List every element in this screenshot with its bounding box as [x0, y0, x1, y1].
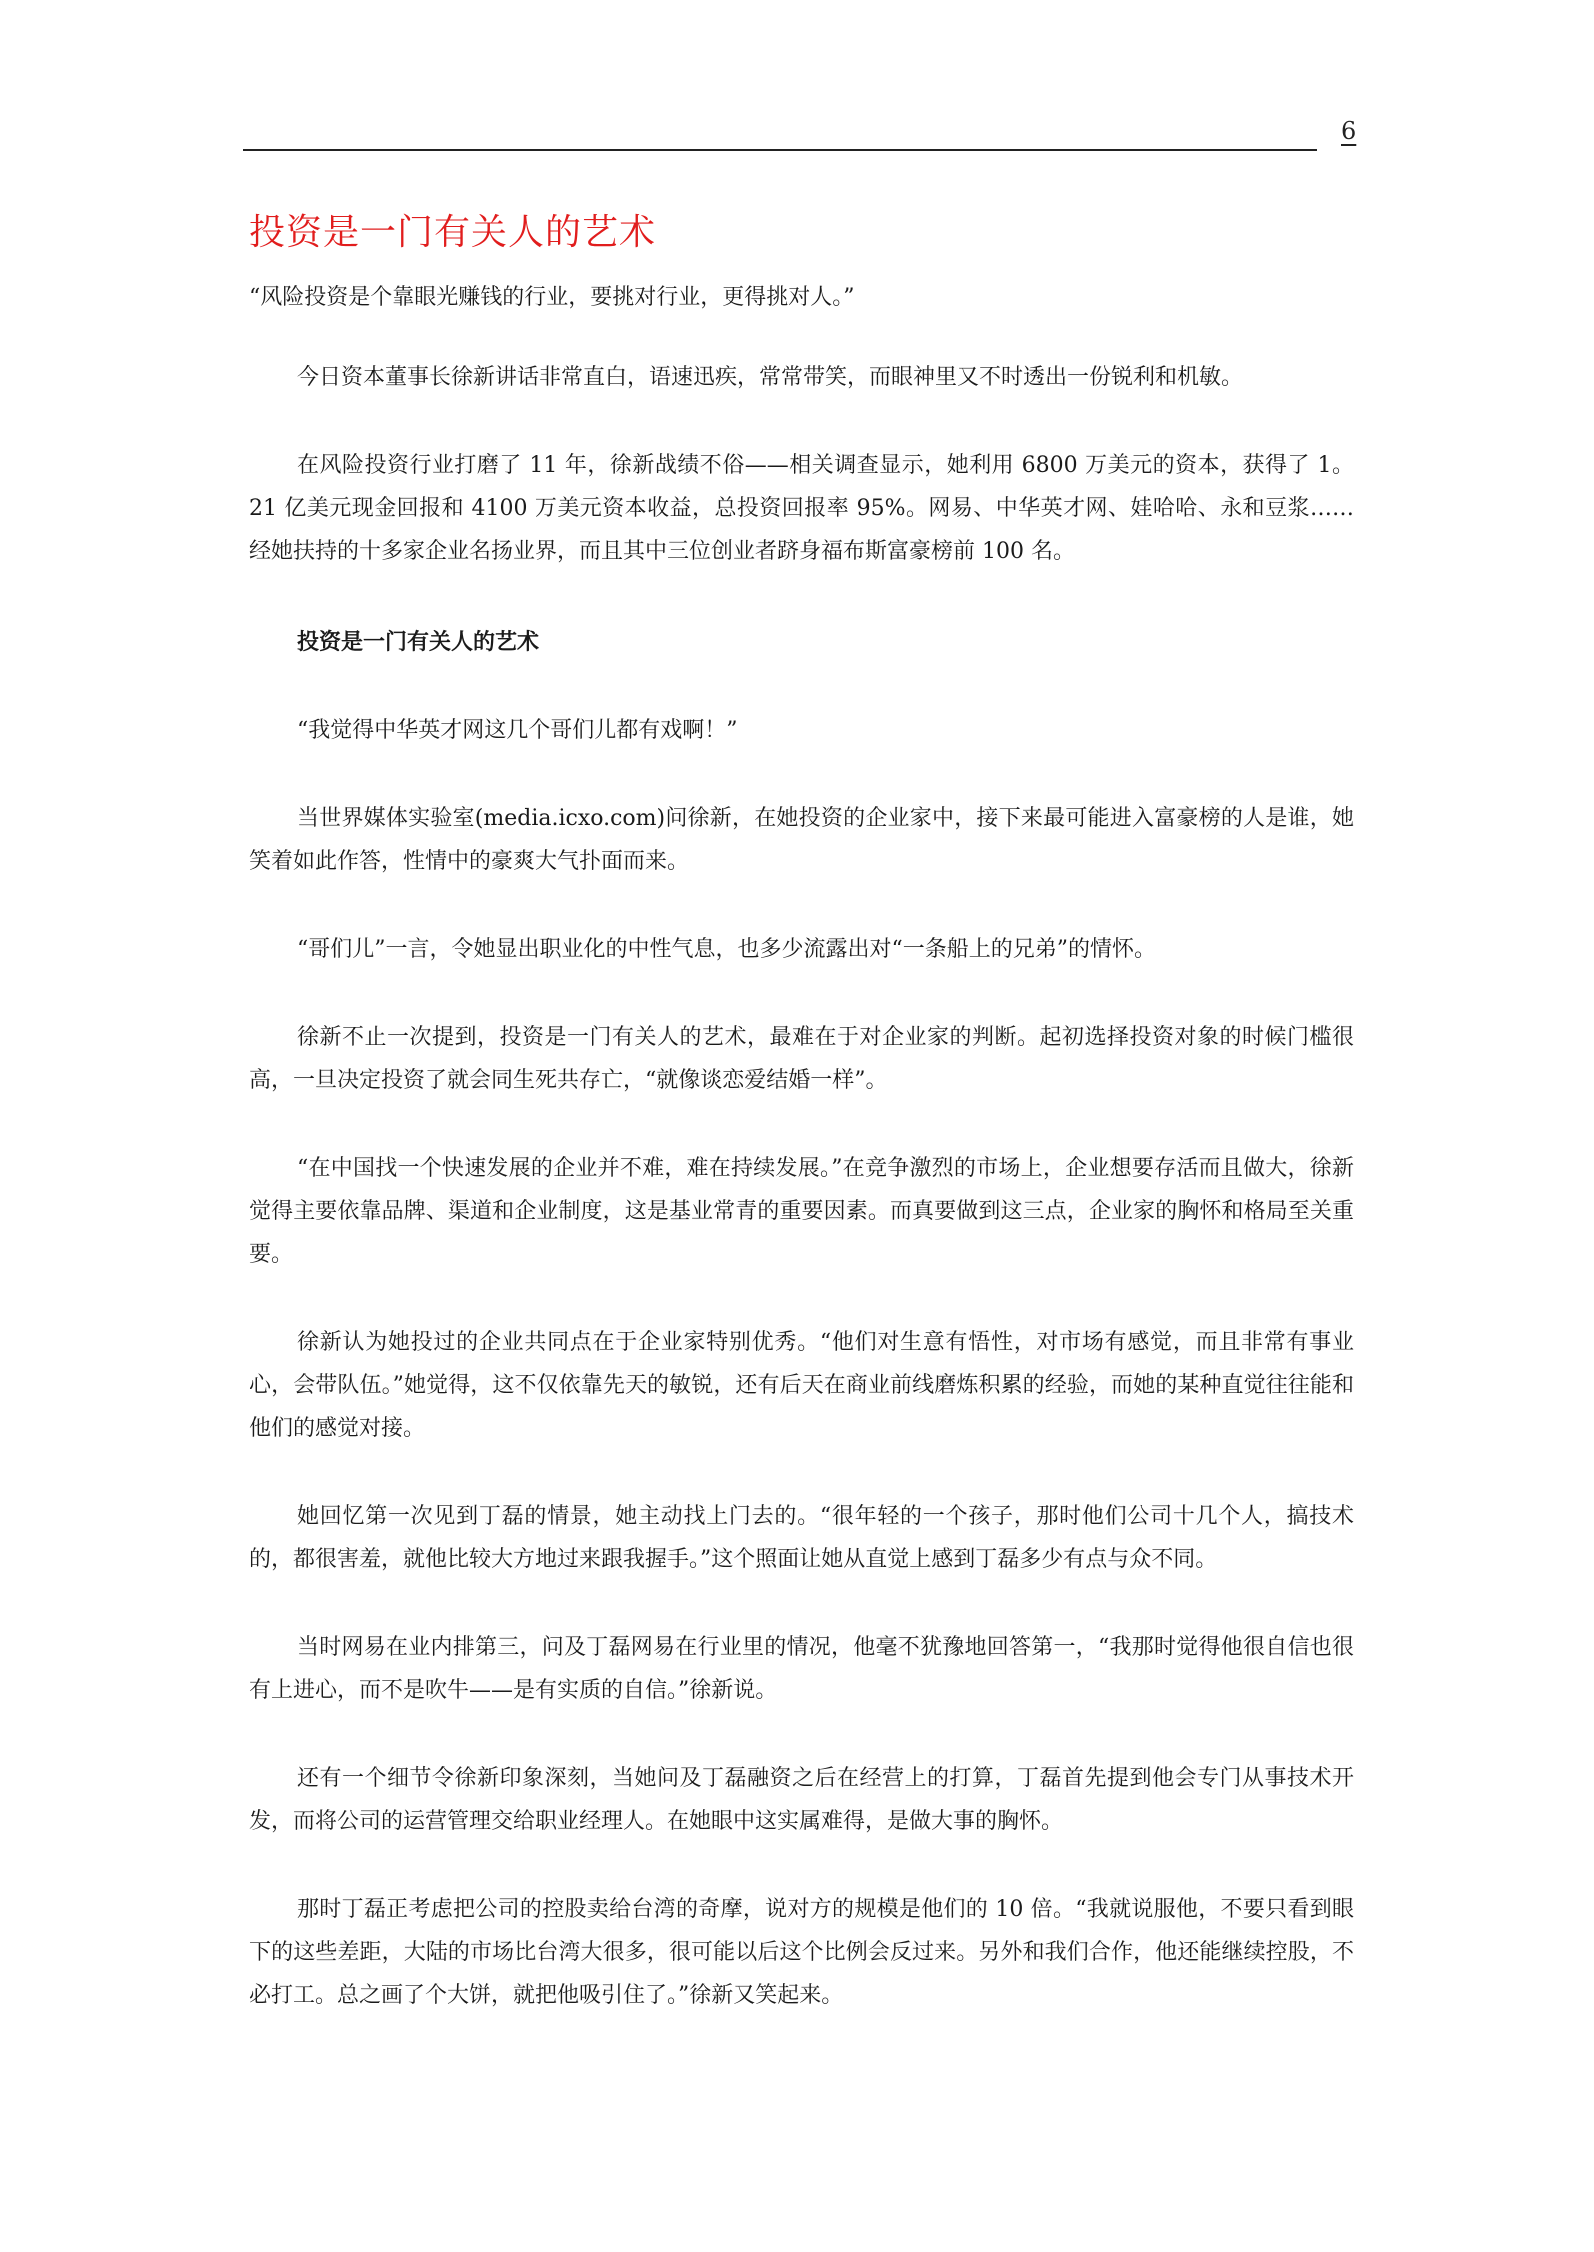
paragraph-1: 今日资本董事长徐新讲话非常直白，语速迅疾，常常带笑，而眼神里又不时透出一份锐利和机敏。: [297, 365, 1244, 390]
header-rule: [243, 149, 1317, 151]
paragraph-3: “我觉得中华英才网这几个哥们儿都有戏啊！”: [297, 718, 738, 743]
paragraph-12: 那时丁磊正考虑把公司的控股卖给台湾的奇摩，说对方的规模是他们的 10 倍。“我就说服他，不要只看到眼下的这些差距，大陆的市场比台湾大很多，很可能以后这个比例会反过来。另外和我们合作，他还能继续控股，不必打工。总之画了个大饼，就把他吸引住了。”徐新又笑起来。: [249, 1897, 1354, 2008]
paragraph-10: 当时网易在业内排第三，问及丁磊网易在行业里的情况，他毫不犹豫地回答第一，“我那时觉得他很自信也很有上进心，而不是吹牛——是有实质的自信。”徐新说。: [249, 1635, 1354, 1703]
paragraph-6: 徐新不止一次提到，投资是一门有关人的艺术，最难在于对企业家的判断。起初选择投资对象的时候门槛很高，一旦决定投资了就会同生死共存亡，“就像谈恋爱结婚一样”。: [249, 1025, 1354, 1093]
lead-quote: “风险投资是个靠眼光赚钱的行业，要挑对行业，更得挑对人。”: [249, 285, 855, 310]
paragraph-2: 在风险投资行业打磨了 11 年，徐新战绩不俗——相关调查显示，她利用 6800 万美元的资本，获得了 1。21 亿美元现金回报和 4100 万美元资本收益，总投资回报率 95%。网易、中华英才网、娃哈哈、永和豆浆……经她扶持的十多家企业名扬业界，而且其中三位创业者跻身福布斯富豪榜前 100 名。: [249, 453, 1354, 564]
article-title: 投资是一门有关人的艺术: [249, 212, 657, 253]
paragraph-9: 她回忆第一次见到丁磊的情景，她主动找上门去的。“很年轻的一个孩子，那时他们公司十几个人，搞技术的，都很害羞，就他比较大方地过来跟我握手。”这个照面让她从直觉上感到丁磊多少有点与众不同。: [249, 1504, 1354, 1572]
page-number: 6: [1341, 117, 1357, 145]
paragraph-4: 当世界媒体实验室(media.icxo.com)问徐新，在她投资的企业家中，接下来最可能进入富豪榜的人是谁，她笑着如此作答，性情中的豪爽大气扑面而来。: [249, 806, 1354, 874]
section-subheading: 投资是一门有关人的艺术: [297, 629, 540, 655]
paragraph-8: 徐新认为她投过的企业共同点在于企业家特别优秀。“他们对生意有悟性，对市场有感觉，而且非常有事业心，会带队伍。”她觉得，这不仅依靠先天的敏锐，还有后天在商业前线磨炼积累的经验，而她的某种直觉往往能和他们的感觉对接。: [249, 1330, 1354, 1441]
paragraph-7: “在中国找一个快速发展的企业并不难，难在持续发展。”在竞争激烈的市场上，企业想要存活而且做大，徐新觉得主要依靠品牌、渠道和企业制度，这是基业常青的重要因素。而真要做到这三点，企业家的胸怀和格局至关重要。: [249, 1156, 1354, 1267]
article-body: [249, 210, 1354, 2017]
paragraph-11: 还有一个细节令徐新印象深刻，当她问及丁磊融资之后在经营上的打算，丁磊首先提到他会专门从事技术开发，而将公司的运营管理交给职业经理人。在她眼中这实属难得，是做大事的胸怀。: [249, 1766, 1354, 1834]
paragraph-5: “哥们儿”一言，令她显出职业化的中性气息，也多少流露出对“一条船上的兄弟”的情怀。: [297, 937, 1156, 962]
